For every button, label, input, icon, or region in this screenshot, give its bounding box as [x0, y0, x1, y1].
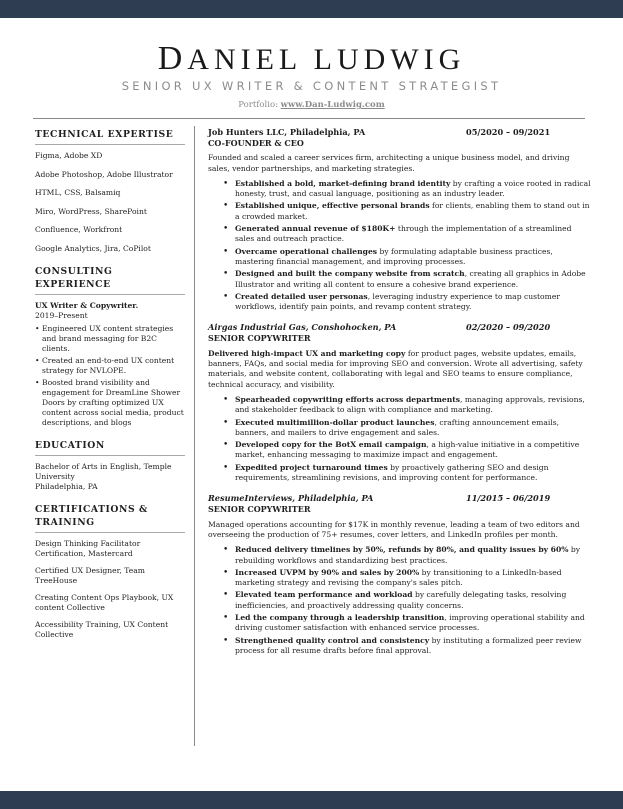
list-item [208, 247, 591, 268]
list-item [208, 463, 591, 484]
job-header [208, 493, 591, 504]
bullet-highlight: Created detailed user personas [235, 291, 368, 301]
education-section [35, 439, 185, 492]
list-item [208, 418, 591, 439]
section-rule [35, 455, 185, 456]
list-item [208, 269, 591, 290]
bullet-highlight: Led the company through a leadership transition [235, 612, 445, 622]
bottom-color-band [0, 791, 623, 809]
list-item [208, 224, 591, 245]
certification-item: Certified UX Designer, Team TreeHouse [35, 565, 145, 585]
list-item: • Created an end-to-end UX content strategy for NVLOPE. [35, 356, 185, 376]
certification-item: Creating Content Ops Playbook, UX content Collective [35, 592, 174, 612]
header-divider [33, 118, 585, 119]
job-summary [208, 153, 591, 174]
job-dates: 02/2020 – 09/2020 [466, 322, 551, 333]
section-title: CERTIFICATIONS & TRAINING [35, 503, 148, 528]
bullet-text: by transitioning to a LinkedIn-based marketing strategy and revising the company's sales pitch. [235, 567, 562, 588]
bullet-text: , leveraging industry experience to map customer workflows, identify pain points, and revamp content strategy. [235, 291, 560, 312]
job-title: CO-FOUNDER & CEO [208, 138, 304, 148]
bullet-text: by rebuilding workflows and standardizing best practices. [235, 545, 581, 565]
section-rule [35, 294, 185, 295]
list-item [208, 395, 591, 416]
list-item [208, 636, 591, 657]
certifications-section [35, 503, 185, 640]
section-title: EDUCATION [35, 439, 105, 451]
name-initial: D [157, 40, 188, 77]
summary-highlight: Delivered high-impact UX and marketing copy [208, 348, 406, 358]
bullet-text: by carefully delegating tasks, resolving inefficiencies, and proactively addressing quality concerns. [235, 590, 567, 610]
consulting-dates: 2019–Present [35, 310, 88, 320]
technical-expertise-section [35, 128, 185, 254]
list-item [208, 545, 591, 566]
section-title: TECHNICAL EXPERTISE [35, 129, 174, 140]
job-summary [208, 349, 591, 390]
top-color-band [0, 0, 623, 18]
bullet-highlight: Expedited project turnaround times [235, 462, 388, 472]
job-bullets [208, 395, 591, 483]
job-company: ResumeInterviews, Philadelphia, PA [208, 493, 374, 504]
candidate-name [0, 40, 623, 78]
job-company: Job Hunters LLC, Philadelphia, PA [208, 127, 366, 137]
job-summary [208, 520, 591, 541]
list-item: • Engineered UX content strategies and brand messaging for B2C clients. [35, 324, 185, 354]
bullet-highlight: Elevated team performance and workload [235, 590, 413, 600]
skill-item: Google Analytics, Jira, CoPilot [35, 243, 151, 253]
consulting-role: UX Writer & Copywriter. [35, 300, 139, 310]
bullet-text: , a high-value initiative in a competitive market, enhancing messaging to maximize impact and engagement. [235, 440, 580, 460]
bullet-text: , improving operational stability and driving customer satisfaction with enhanced service processes. [235, 612, 585, 633]
bullet-highlight: Executed multimillion-dollar product launches [235, 417, 435, 427]
list-item [208, 568, 591, 589]
list-item: • Boosted brand visibility and engagement for DreamLine Shower Doors by crafting optimized UX content across social media, product descriptions, and blogs [35, 378, 185, 428]
job-dates: 05/2020 – 09/2021 [466, 127, 551, 137]
list-item [208, 590, 591, 611]
bullet-highlight: Spearheaded copywriting efforts across departments [235, 394, 461, 404]
bullet-highlight: Established unique, effective personal brands [235, 201, 430, 211]
name-rest: ANIEL LUDWIG [187, 43, 466, 76]
summary-text: Founded and scaled a career services firm, architecting a unique business model, and driving sales, vendor partnerships, and marketing strategies. [208, 153, 570, 173]
job-entry [208, 493, 591, 656]
list-item [208, 613, 591, 634]
education-location: Philadelphia, PA [35, 481, 98, 491]
section-rule [35, 144, 185, 145]
job-dates: 11/2015 – 06/2019 [466, 493, 551, 504]
portfolio-line [0, 100, 623, 110]
bullet-text: through the implementation of a streamlined sales and outreach practice. [235, 224, 572, 244]
skill-item: Confluence, Workfront [35, 225, 123, 234]
section-rule [35, 532, 185, 533]
job-bullets [208, 179, 591, 313]
skill-item: Figma, Adobe XD [35, 151, 103, 160]
section-title: CONSULTING EXPERIENCE [35, 265, 113, 290]
bullet-text: , creating all graphics in Adobe Illustrator and writing all content to ensure a cohesive brand experience. [235, 269, 586, 289]
bullet-highlight: Developed copy for the BotX email campaign [235, 440, 427, 450]
list-item [208, 179, 591, 200]
certification-item: Design Thinking Facilitator Certification, Mastercard [35, 538, 141, 558]
bullet-text: by crafting a voice rooted in radical honesty, trust, and casual language, positioning as an industry leader. [235, 178, 591, 199]
summary-text: Managed operations accounting for $17K in monthly revenue, leading a team of two editors and overseeing the production of 75+ resumes, cover letters, and LinkedIn profiles per month. [208, 519, 580, 539]
left-column [35, 128, 185, 651]
bullet-highlight: Designed and built the company website from scratch [235, 269, 465, 279]
bullet-highlight: Strengthened quality control and consistency [235, 635, 430, 645]
bullet-text: for clients, enabling them to stand out in a crowded market. [235, 201, 590, 221]
job-header [208, 322, 591, 333]
bullet-text: , crafting announcement emails, banners, and mailers to drive engagement and sales. [235, 417, 560, 437]
job-entry [208, 127, 591, 312]
bullet-highlight: Generated annual revenue of $180K+ [235, 224, 396, 234]
job-company: Airgas Industrial Gas, Conshohocken, PA [208, 322, 397, 333]
bullet-highlight: Reduced delivery timelines by 50%, refunds by 80%, and quality issues by 60% [235, 545, 569, 555]
skill-item: Miro, WordPress, SharePoint [35, 206, 147, 216]
job-title: SENIOR COPYWRITER [208, 504, 311, 515]
bullet-text: , managing approvals, revisions, and stakeholder feedback to align with compliance and marketing. [235, 394, 585, 415]
certification-item: Accessibility Training, UX Content Collective [35, 619, 169, 639]
list-item [208, 201, 591, 222]
bullet-highlight: Overcame operational challenges [235, 246, 378, 256]
skill-item: HTML, CSS, Balsamiq [35, 188, 121, 197]
bullet-highlight: Established a bold, market-defining brand identity [235, 178, 451, 188]
job-headline: SENIOR UX WRITER & CONTENT STRATEGIST [121, 79, 502, 93]
list-item [208, 440, 591, 461]
portfolio-link[interactable]: www.Dan-Ludwig.com [280, 100, 385, 110]
portfolio-label: Portfolio: [238, 100, 281, 110]
consulting-bullets [35, 324, 185, 428]
job-title: SENIOR COPYWRITER [208, 333, 311, 344]
column-divider [194, 126, 195, 746]
bullet-text: by instituting a formalized peer review process for all resume drafts before final approval. [235, 635, 582, 655]
bullet-text: by formulating adaptable business practices, mastering financial management, and improving processes. [235, 246, 553, 266]
job-header [208, 127, 591, 138]
list-item [208, 292, 591, 313]
consulting-section [35, 265, 185, 428]
skill-item: Adobe Photoshop, Adobe Illustrator [35, 169, 173, 179]
degree: Bachelor of Arts in English, Temple University [35, 461, 172, 481]
bullet-highlight: Increased UVPM by 90% and sales by 200% [235, 567, 420, 577]
job-bullets [208, 545, 591, 656]
summary-text: for product pages, website updates, emails, banners, FAQs, and social media for improving SEO and conversion. Wrote all advertising, safety materials, and website content, collaborating with legal and SEO teams to ensure compliance, technical accuracy, and visibility. [208, 348, 583, 389]
bullet-text: by proactively gathering SEO and design requirements, streamlining revisions, and improving content for performance. [235, 462, 549, 483]
experience-column [208, 127, 591, 666]
job-entry [208, 322, 591, 483]
